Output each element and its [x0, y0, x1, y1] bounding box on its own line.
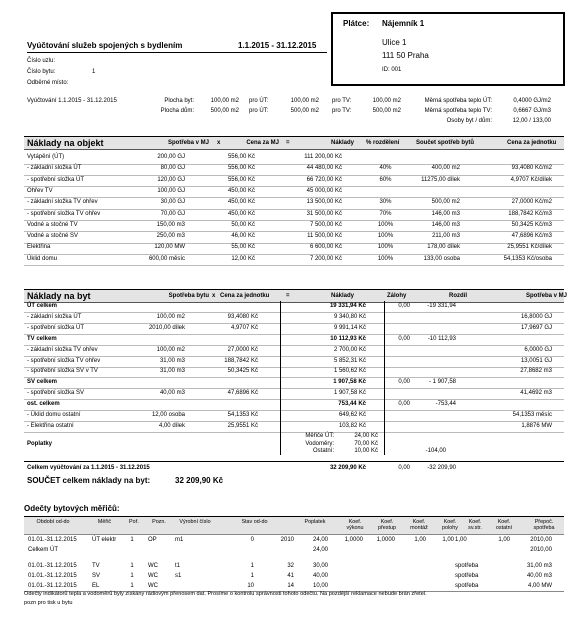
- document-title: Vyúčtování služeb spojených s bydlením: [27, 41, 183, 50]
- byt-row-divider: [24, 377, 564, 378]
- byt-row-spotreba: 2010,00 dílek: [148, 324, 185, 331]
- objekt-row-naklady: 13 500,00 Kč: [306, 199, 342, 206]
- odecty-title: Odečty bytových měřičů:: [24, 504, 120, 513]
- objekt-row-jednotka: 25,9551 Kč/dílek: [507, 244, 552, 251]
- ut-byt-value: 100,00 m2: [290, 98, 319, 104]
- objekt-row-soucet: 500,00 m2: [431, 199, 460, 206]
- objekt-row-spotreba: 100,00 GJ: [157, 187, 185, 194]
- byt-row-spotreba: 31,00 m3: [159, 368, 185, 375]
- objekt-row-procento: 100%: [377, 221, 394, 228]
- odecty-cell-vc: s1: [175, 573, 182, 579]
- odecty-cell-obd: 01.01.-31.12.2015: [28, 583, 77, 589]
- byt-row-name: - spotřební složka SV v TV: [27, 368, 98, 375]
- objekt-row-name: Vodné a stočné SV: [27, 233, 79, 240]
- odecty-cell-mer: SV: [92, 573, 101, 579]
- odecty-col-header: Přepoč. spotřeba: [533, 519, 555, 531]
- byt-row-divider: [24, 399, 564, 400]
- objekt-row-naklady: 45 000,00 Kč: [306, 187, 342, 194]
- fee-value: 70,00 Kč: [354, 440, 378, 447]
- objekt-row-name: - základní složka ÚT: [27, 165, 82, 172]
- byt-row-divider: [24, 388, 564, 389]
- odecty-cell-por: 1: [130, 563, 134, 569]
- odecty-cell-k5: 1,00: [455, 537, 467, 543]
- objekt-row-naklady: 7 500,00 Kč: [309, 221, 342, 228]
- byt-row-name: - spotřební složka SV: [27, 390, 85, 397]
- title-underline: [27, 52, 327, 53]
- byt-row-rozdil: -10 112,93: [427, 335, 456, 342]
- byt-row-zalohy: 0,00: [398, 335, 410, 342]
- objekt-row-jednotka: 47,6896 Kč/m3: [511, 233, 552, 240]
- odecty-cell-mer: TV: [92, 563, 100, 569]
- objekt-row-procento: 100%: [377, 255, 394, 262]
- odecty-cell-obd: 01.01.-31.12.2015: [28, 537, 77, 543]
- plocha-dum-value: 500,00 m2: [210, 108, 239, 114]
- objekt-row-spotreba: 150,00 m3: [156, 221, 185, 228]
- objekt-row-jednotka: 188,7842 Kč/m3: [508, 210, 552, 217]
- payer-box: [331, 12, 565, 86]
- byt-row-zalohy: 0,00: [398, 303, 410, 309]
- odecty-cell-do: 14: [287, 583, 294, 589]
- odecty-cell-vc: m1: [175, 537, 184, 543]
- byt-row-rozdil: - 1 907,58: [428, 379, 456, 386]
- byt-row-cena: 27,0000 Kč: [227, 346, 258, 353]
- objekt-row-name: Elektřina: [27, 244, 51, 251]
- byt-row-mj: 41,4692 m3: [520, 390, 552, 397]
- odecty-cell-do: 2010: [280, 537, 294, 543]
- odecty-col-header: Stav od-do: [241, 519, 268, 525]
- byt-row-cena: 93,4080 Kč: [227, 313, 258, 320]
- objekt-row-jednotka: 54,1353 Kč/osoba: [503, 255, 552, 262]
- byt-row-divider: [24, 312, 564, 313]
- col-cena-mj: Cena za MJ: [246, 140, 279, 146]
- byt-row-mj: 17,9697 GJ: [520, 324, 552, 331]
- odecty-header-underline: [24, 534, 564, 535]
- tv-byt-value: 100,00 m2: [372, 98, 401, 104]
- payer-city: 111 50 Praha: [382, 51, 429, 60]
- total-rozdil: -32 209,90: [427, 465, 456, 471]
- byt-row-naklady: 10 112,93 Kč: [330, 335, 366, 342]
- osoby-label: Osoby byt / dům:: [446, 118, 492, 124]
- odecty-cell-prep: 31,00 m3: [526, 563, 552, 569]
- objekt-row-soucet: 178,00 dílek: [427, 244, 460, 251]
- odecty-col-header: Koef. polohy: [442, 519, 458, 531]
- ut-dum-value: 500,00 m2: [290, 108, 319, 114]
- odecty-cell-prep: 2010,00: [530, 537, 552, 543]
- payer-street: Ulice 1: [382, 38, 407, 47]
- fee-label: Ostatní:: [312, 448, 334, 454]
- objekt-row-spotreba: 120,00 GJ: [157, 176, 185, 183]
- byt-row-name: - Elektřina ostatní: [27, 422, 74, 429]
- odecty-cell-pozn: WC: [148, 573, 158, 579]
- byt-row-name: - spotřební složka ÚT: [27, 324, 85, 331]
- byt-row-divider: [24, 421, 564, 422]
- byt-row-naklady: 9 340,80 Kč: [333, 313, 366, 320]
- odecty-cell-por: 1: [130, 573, 134, 579]
- objekt-row-naklady: 111 200,00 Kč: [304, 154, 342, 160]
- objekt-row-soucet: 146,00 m3: [431, 221, 460, 228]
- objekt-row-naklady: 7 200,00 Kč: [309, 255, 342, 262]
- byt-row-zalohy: 0,00: [398, 379, 410, 386]
- objekt-row-cena: 450,00 Kč: [227, 199, 255, 206]
- odecty-cell-obd: Celkem ÚT: [28, 547, 59, 553]
- objekt-row-procento: 100%: [377, 233, 394, 240]
- payer-id: ID: 001: [382, 67, 402, 73]
- odecty-cell-popl: 30,00: [312, 563, 328, 569]
- objekt-row-naklady: 6 600,00 Kč: [309, 244, 342, 251]
- uzel-label: Číslo uzlu:: [27, 58, 56, 64]
- byt-row-naklady: 1 907,58 Kč: [333, 379, 366, 386]
- fee-label: Vodoměry:: [305, 440, 334, 447]
- byt-row-naklady: 5 852,31 Kč: [333, 357, 366, 364]
- byt-row-cena: 25,9551 Kč: [227, 422, 258, 429]
- objekt-row-naklady: 31 500,00 Kč: [306, 210, 342, 217]
- objekt-row-naklady: 11 500,00 Kč: [307, 233, 342, 240]
- fee-value: 24,00 Kč: [354, 433, 378, 439]
- odecty-cell-prep: 40,00 m3: [526, 573, 552, 579]
- byt-row-naklady: 1 907,58 Kč: [333, 390, 366, 397]
- pro-tv-label: pro TV:: [332, 98, 352, 104]
- byt-row-zalohy: 0,00: [398, 401, 410, 408]
- col-rozdil: Rozdíl: [449, 293, 467, 299]
- byt-label: Číslo bytu:: [27, 69, 56, 75]
- objekt-row-jednotka: 93,4080 Kč/m2: [511, 165, 552, 172]
- col-x2: x: [212, 293, 216, 299]
- plocha-byt-value: 100,00 m2: [210, 98, 239, 104]
- objekt-row-cena: 50,00 Kč: [231, 221, 255, 228]
- odecty-col-header: Období od-do: [36, 519, 70, 525]
- objekt-row-procento: 30%: [379, 199, 392, 206]
- col-cena-jedn: Cena za jednotku: [220, 293, 270, 299]
- objekt-row-name: Ohřev TV: [27, 187, 53, 194]
- odecty-cell-mer: ÚT elektr: [92, 537, 117, 543]
- byt-row-mj: 16,8000 GJ: [520, 313, 552, 320]
- byt-row-mj: 13,0051 GJ: [520, 357, 552, 364]
- total-zalohy: 0,00: [398, 465, 410, 471]
- byt-row-name: ost. celkem: [27, 401, 60, 408]
- pro-ut-label: pro ÚT:: [249, 98, 269, 104]
- merna-ut-label: Měrná spotřeba teplo ÚT:: [424, 98, 492, 104]
- byt-row-divider: [24, 334, 564, 335]
- objekt-row-soucet: 400,00 m2: [431, 165, 460, 172]
- byt-row-spotreba: 40,00 m3: [159, 390, 185, 397]
- odecty-cell-popl: 24,00: [312, 537, 328, 543]
- col-cena-jednotku: Cena za jednotku: [507, 140, 557, 146]
- odecty-cell-por: 1: [130, 583, 134, 589]
- plocha-dum-label: Plocha dům:: [160, 108, 194, 114]
- byt-row-name: - spotřební složka TV ohřev: [27, 357, 101, 364]
- osoby-value: 12,00 / 133,00: [512, 118, 551, 124]
- byt-row-mj: 6,0000 GJ: [524, 346, 552, 353]
- pro-tv-label-2: pro TV:: [332, 108, 352, 114]
- odecty-cell-vc: t1: [175, 563, 181, 569]
- byt-row-name: - Úklid domu ostatní: [27, 412, 81, 418]
- odecty-col-header: Pozn.: [152, 519, 166, 525]
- col-spotreba-mj2: Spotřeba v MJ: [526, 293, 568, 299]
- merna-tv-label: Měrná spotřeba teplo TV:: [424, 108, 492, 114]
- odecty-cell-k3: 1,00: [414, 537, 426, 543]
- tv-dum-value: 500,00 m2: [372, 108, 401, 114]
- odecty-cell-pozn: WC: [148, 583, 158, 589]
- byt-row-naklady: 19 331,94 Kč: [329, 303, 366, 309]
- objekt-row-naklady: 44 480,00 Kč: [306, 165, 342, 172]
- byt-row-name: - základní složka ÚT: [27, 313, 82, 320]
- odecty-cell-k4: 1,00: [442, 537, 454, 543]
- objekt-row-cena: 450,00 Kč: [227, 210, 255, 217]
- odecty-cell-k2: 1,0000: [376, 537, 395, 543]
- naklady-objekt-title: Náklady na objekt: [27, 138, 104, 148]
- objekt-row-procento: 40%: [379, 165, 392, 172]
- objekt-row-soucet: 211,00 m3: [432, 233, 460, 240]
- objekt-row-name: - základní složka TV ohřev: [27, 199, 98, 206]
- sum-label: SOUČET celkem náklady na byt:: [27, 476, 151, 485]
- odecty-col-header: Koef. přestup: [378, 519, 396, 531]
- objekt-row-spotreba: 120,00 MW: [154, 244, 185, 251]
- byt-row-naklady: 753,44 Kč: [338, 401, 366, 408]
- plocha-byt-label: Plocha byt:: [164, 98, 194, 104]
- odecty-col-header: Koef. sv.str.: [468, 519, 482, 531]
- objekt-row-name: - spotřební složka ÚT: [27, 176, 85, 183]
- byt-row-name: SV celkem: [27, 379, 58, 386]
- merna-tv-value: 0,6667 GJ/m3: [513, 108, 551, 114]
- objekt-row-name: Úklid domu: [27, 255, 58, 262]
- objekt-row-procento: 70%: [379, 210, 392, 217]
- objekt-row-name: - spotřební složka TV ohřev: [27, 210, 101, 217]
- objekt-row-cena: 450,00 Kč: [227, 187, 255, 194]
- byt-row-name: ÚT celkem: [27, 303, 58, 309]
- total-line: [24, 461, 564, 462]
- byt-row-mj: 1,8876 MW: [521, 422, 552, 429]
- naklady-objekt-header: [24, 136, 564, 150]
- odecty-cell-k5: spotřeba: [455, 563, 479, 569]
- note-odecty: Odečty indikátorů tepla a vodoměrů byly získány rádiovým přenosem dat. Prosíme o kontrolu správnosti tohoto odečtu. Na pozdější reklamace nebude brán zřetel.: [24, 591, 427, 597]
- odecty-cell-od: 1: [250, 563, 254, 569]
- byt-separator-right: [384, 301, 385, 455]
- odecty-cell-od: 1: [250, 573, 254, 579]
- objekt-row-name: Vodné a stočné TV: [27, 221, 78, 228]
- odecty-cell-mer: EL: [92, 583, 100, 589]
- odecty-cell-k5: spotřeba: [455, 583, 479, 589]
- poplatky-label: Poplatky: [27, 441, 53, 447]
- objekt-row-spotreba: 200,00 GJ: [157, 154, 185, 160]
- objekt-row-cena: 556,00 Kč: [227, 154, 255, 160]
- odecty-col-header: Výrobní číslo: [179, 519, 211, 525]
- objekt-row-cena: 556,00 Kč: [227, 165, 255, 172]
- billing-period: 1.1.2015 - 31.12.2015: [238, 41, 317, 50]
- byt-row-cena: 54,1353 Kč: [227, 412, 258, 418]
- byt-row-mj: 54,1353 měsíc: [512, 412, 552, 418]
- byt-row-mj: 27,8682 m3: [520, 368, 552, 375]
- col-eq: =: [286, 140, 290, 146]
- col-eq2: =: [286, 293, 290, 299]
- objekt-row-soucet: 133,00 osoba: [423, 255, 460, 262]
- odecty-cell-por: 1: [130, 537, 134, 543]
- sum-value: 32 209,90 Kč: [175, 476, 224, 485]
- byt-row-name: TV celkem: [27, 335, 57, 342]
- objekt-row-naklady: 66 720,00 Kč: [306, 176, 342, 183]
- objekt-row-name: Vytápění (ÚT): [27, 154, 65, 160]
- pro-ut-label-2: pro ÚT:: [249, 108, 269, 114]
- col-spotreba-bytu: Spotřeba bytu: [168, 293, 209, 299]
- objekt-row-cena: 12,00 Kč: [231, 255, 255, 262]
- payer-label: Plátce:: [343, 19, 370, 28]
- payer-name: Nájemník 1: [382, 19, 425, 28]
- byt-row-spotreba: 4,00 dílek: [158, 422, 185, 429]
- byt-row-divider: [24, 345, 564, 346]
- byt-separator-left: [280, 301, 281, 455]
- odecty-cell-od: 0: [250, 537, 254, 543]
- byt-row-name: - základní složka TV ohřev: [27, 346, 98, 353]
- objekt-row-spotreba: 250,00 m3: [156, 233, 185, 240]
- byt-row-naklady: 1 560,62 Kč: [333, 368, 366, 375]
- odecty-cell-k5: spotřeba: [455, 573, 479, 579]
- odberne-misto-label: Odběrné místo:: [27, 80, 69, 86]
- odecty-cell-prep: 2010,00: [530, 547, 552, 553]
- odecty-cell-prep: 4,00 MW: [527, 583, 552, 589]
- objekt-row-cena: 46,00 Kč: [231, 233, 255, 240]
- objekt-row-cena: 556,00 Kč: [227, 176, 255, 183]
- col-spotreba-mj: Spotřeba v MJ: [167, 140, 209, 146]
- objekt-row-divider: [24, 265, 564, 266]
- objekt-row-cena: 55,00 Kč: [231, 244, 255, 251]
- byt-row-divider: [24, 356, 564, 357]
- byt-row-spotreba: 100,00 m2: [156, 346, 185, 353]
- col-x: x: [217, 140, 221, 146]
- total-label: Celkem vyúčtování za 1.1.2015 - 31.12.2015: [27, 465, 150, 471]
- odecty-cell-k1: 1,0000: [344, 537, 363, 543]
- odecty-cell-popl: 40,00: [312, 573, 328, 579]
- byt-row-naklady: 649,62 Kč: [338, 412, 366, 418]
- naklady-byt-header: [24, 289, 568, 303]
- col-naklady: Náklady: [330, 140, 354, 146]
- col-naklady2: Náklady: [330, 293, 354, 299]
- byt-row-cena: 188,7842 Kč: [224, 357, 258, 364]
- odecty-col-header: Měřič: [97, 519, 112, 525]
- odecty-cell-pozn: OP: [148, 537, 157, 543]
- byt-row-cena: 47,6896 Kč: [227, 390, 258, 397]
- odecty-col-header: Koef. montáž: [410, 519, 428, 531]
- odecty-cell-do: 41: [287, 573, 294, 579]
- byt-row-rozdil: -753,44: [435, 401, 456, 408]
- objekt-row-soucet: 146,00 m3: [431, 210, 460, 217]
- byt-row-spotreba: 31,00 m3: [159, 357, 185, 364]
- objekt-row-soucet: 11275,00 dílek: [421, 176, 460, 183]
- byt-row-naklady: 9 991,14 Kč: [333, 324, 366, 331]
- objekt-row-procento: 100%: [377, 244, 394, 251]
- merna-ut-value: 0,4000 GJ/m2: [513, 98, 551, 104]
- odecty-cell-do: 32: [287, 563, 294, 569]
- col-zalohy: Zálohy: [387, 293, 407, 299]
- area-period: Vyúčtování 1.1.2015 - 31.12.2015: [27, 98, 117, 104]
- odecty-col-header: Poplatek: [304, 519, 326, 525]
- byt-row-naklady: 2 700,00 Kč: [333, 346, 366, 353]
- odecty-cell-popl: 10,00: [312, 583, 328, 589]
- odecty-cell-obd: 01.01.-31.12.2015: [28, 563, 77, 569]
- byt-row-naklady: 103,82 Kč: [338, 422, 366, 429]
- objekt-row-spotreba: 30,00 GJ: [160, 199, 185, 206]
- fee-label: Měřiče ÚT:: [305, 433, 334, 439]
- objekt-row-spotreba: 80,00 GJ: [160, 165, 185, 172]
- odecty-cell-k6: 1,00: [498, 537, 510, 543]
- byt-row-divider: [24, 410, 564, 411]
- objekt-row-jednotka: 50,3425 Kč/m3: [511, 221, 552, 228]
- odecty-col-header: Koef. výkonu: [346, 519, 364, 531]
- fee-value: 10,00 Kč: [354, 448, 378, 454]
- col-soucet: Součet spotřeb bytů: [416, 140, 475, 146]
- objekt-row-jednotka: 27,0000 Kč/m2: [511, 199, 552, 206]
- objekt-row-spotreba: 70,00 GJ: [160, 210, 185, 217]
- odecty-cell-obd: 01.01.-31.12.2015: [28, 573, 77, 579]
- byt-row-cena: 4,9707 Kč: [230, 324, 258, 331]
- odecty-cell-od: 10: [247, 583, 254, 589]
- byt-row-divider: [24, 367, 564, 368]
- odecty-cell-pozn: WC: [148, 563, 158, 569]
- byt-row-spotreba: 100,00 m2: [156, 313, 185, 320]
- odecty-col-header: Poř.: [129, 519, 139, 525]
- odecty-cell-popl: 24,00: [312, 547, 328, 553]
- byt-row-divider: [24, 323, 564, 324]
- byt-row-cena: 50,3425 Kč: [227, 368, 258, 375]
- fees-rozdil: -104,00: [425, 448, 446, 454]
- col-rozdeleni: % rozdělení: [366, 140, 400, 146]
- odecty-col-header: Koef. ostatní: [495, 519, 513, 531]
- note-tisk: pozn pro tisk u bytu: [24, 600, 73, 606]
- byt-row-spotreba: 12,00 osoba: [151, 412, 185, 418]
- total-naklady: 32 209,90 Kč: [329, 465, 366, 471]
- objekt-row-jednotka: 4,9707 Kč/dílek: [510, 176, 552, 183]
- byt-number: 1: [92, 69, 96, 75]
- objekt-row-spotreba: 600,00 měsíc: [148, 255, 185, 262]
- objekt-row-procento: 60%: [379, 176, 392, 183]
- naklady-byt-title: Náklady na byt: [27, 291, 91, 301]
- byt-row-rozdil: -19 331,94: [427, 303, 456, 309]
